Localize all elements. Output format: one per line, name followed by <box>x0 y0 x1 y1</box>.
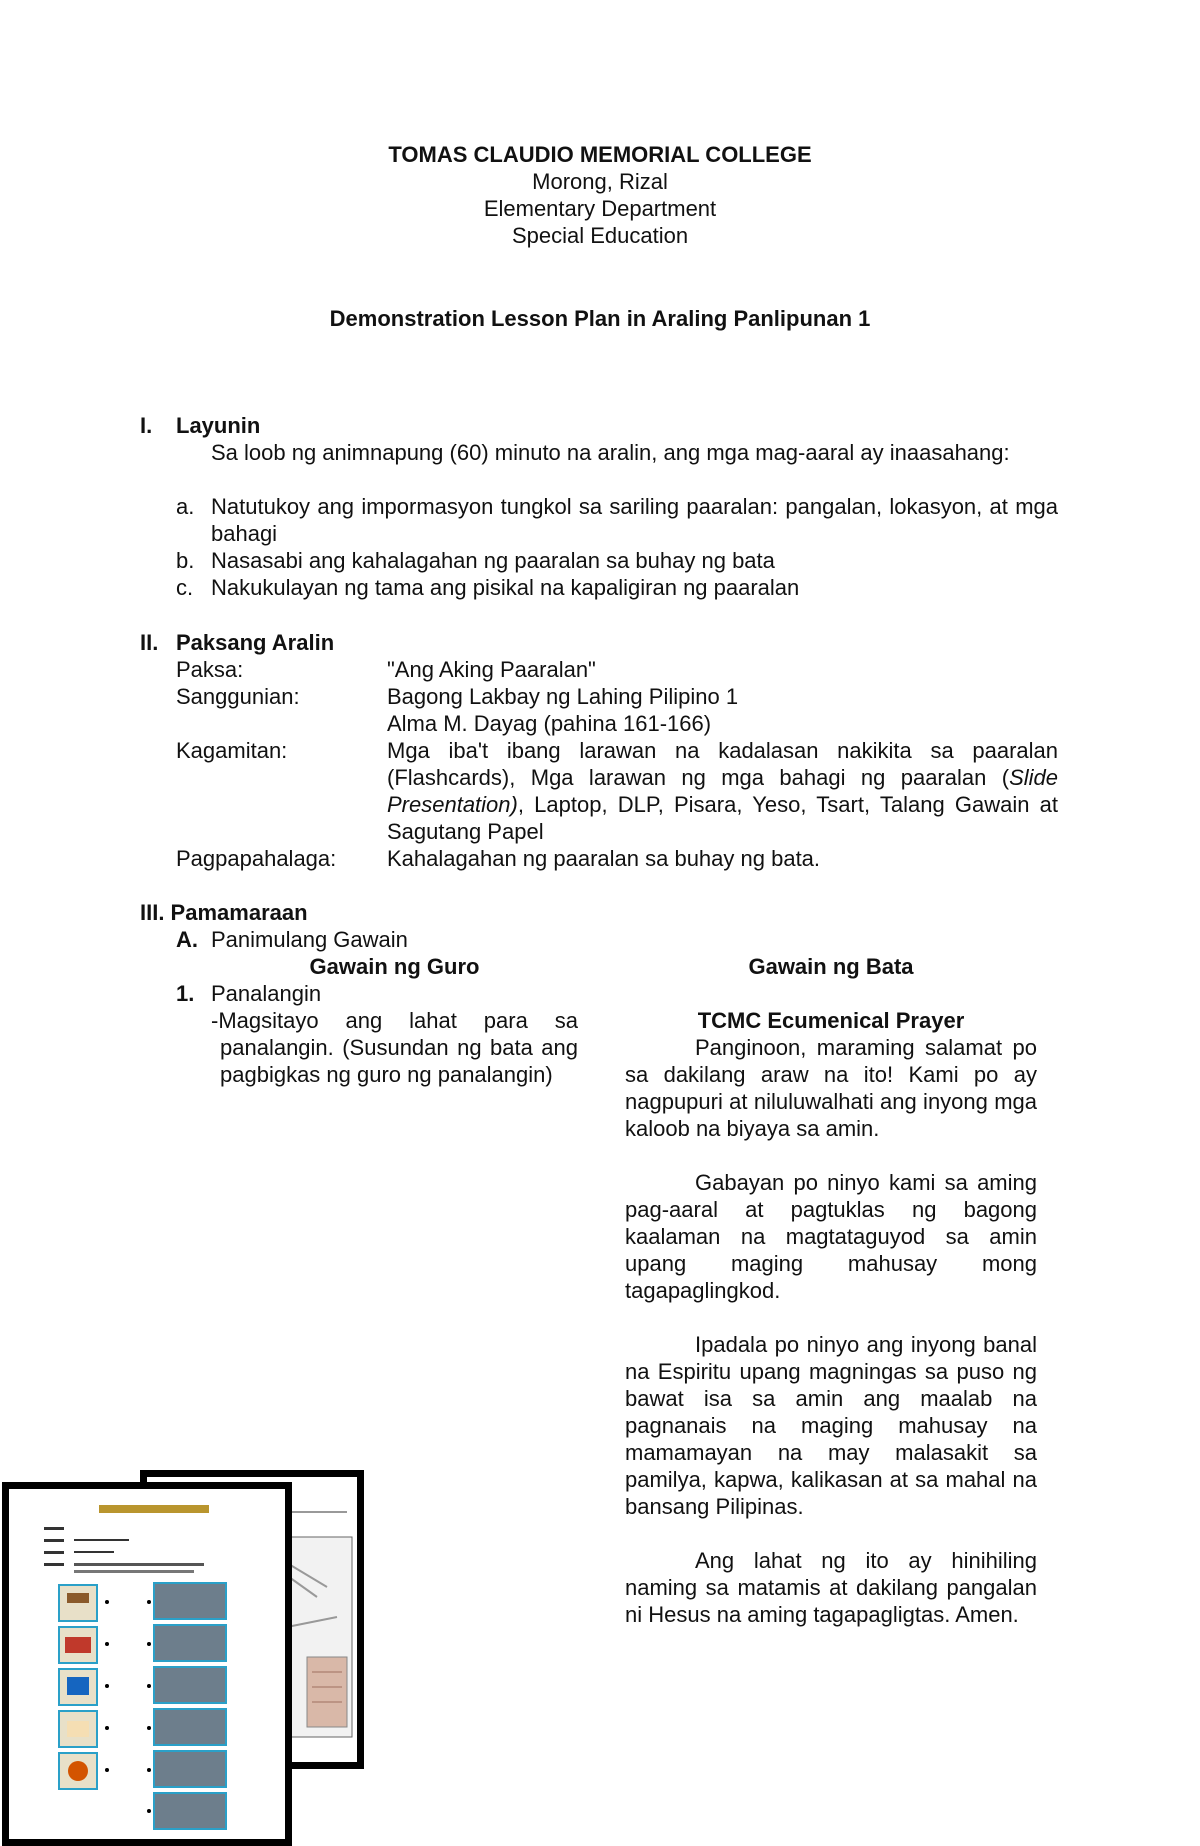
school-name: TOMAS CLAUDIO MEMORIAL COLLEGE <box>388 142 812 167</box>
worksheet-thumbnail-front <box>2 1482 292 1846</box>
section3-heading: III. Pamamaraan <box>140 900 308 925</box>
prayer-paragraph-1: Panginoon, maraming salamat po sa dakilang araw na ito! Kami po ay nagpupuri at niluluwalhati ang inyong mga kaloob na biyaya sa amin. <box>625 1035 1037 1141</box>
kagamitan-value <box>387 737 1058 845</box>
prayer-paragraph-3: Ipadala po ninyo ang inyong banal na Espiritu upang magningas sa puso ng bawat isa sa amin ang maalab na pagnanais na maging mahusay na mamamayan na may malasakit sa pamilya, kapwa, kalikasan at sa mahal na bansang Pilipinas. <box>625 1332 1037 1519</box>
section1-intro: Sa loob ng animnapung (60) minuto na aralin, ang mga mag-aaral ay inaasahang: <box>211 440 1010 465</box>
kagamitan-text-2: , Laptop, DLP, Pisara, Yeso, Tsart, Talang Gawain at Sagutang Papel <box>387 792 1058 844</box>
prayer-paragraph-2: Gabayan po ninyo kami sa aming pag-aaral at pagtuklas ng bagong kaalaman na magtataguyod sa amin upang maging mahusay mong tagapaglingkod. <box>625 1170 1037 1303</box>
paksa-value: "Ang Aking Paaralan" <box>387 657 596 682</box>
pagpapahalaga-label: Pagpapahalaga: <box>176 846 337 871</box>
sanggunian-line1: Bagong Lakbay ng Lahing Pilipino 1 <box>387 684 739 709</box>
paksa-label: Paksa: <box>176 657 244 682</box>
sanggunian-label: Sanggunian: <box>176 684 300 709</box>
subsection-a-heading: Panimulang Gawain <box>211 927 408 952</box>
section1-number: I. <box>140 413 153 438</box>
department: Elementary Department <box>483 196 717 221</box>
prayer-title: TCMC Ecumenical Prayer <box>697 1008 965 1033</box>
step-name: Panalangin <box>211 981 322 1006</box>
objective-c-text: Nakukulayan ng tama ang pisikal na kapaligiran ng paaralan <box>211 575 800 600</box>
section1-heading: Layunin <box>176 413 261 438</box>
column-student-heading: Gawain ng Bata <box>748 954 914 979</box>
kagamitan-label: Kagamitan: <box>176 738 288 763</box>
objective-c-letter: c. <box>176 575 194 600</box>
plan-title: Demonstration Lesson Plan in Araling Panlipunan 1 <box>329 306 871 331</box>
section2-heading: Paksang Aralin <box>176 630 335 655</box>
objective-a-text: Natutukoy ang impormasyon tungkol sa sariling paaralan: pangalan, lokasyon, at mga bahagi <box>211 494 1058 546</box>
kagamitan-text-1: Mga iba't ibang larawan na kadalasan nakikita sa paaralan (Flashcards), Mga larawan ng mga bahagi ng paaralan ( <box>387 738 1058 790</box>
subsection-a-letter: A. <box>176 927 198 952</box>
step-number: 1. <box>176 981 195 1006</box>
kagamitan-italic: Slide Presentation) <box>387 765 1058 817</box>
section2-number: II. <box>140 630 159 655</box>
program: Special Education <box>511 223 689 248</box>
objective-b-text: Nasasabi ang kahalagahan ng paaralan sa buhay ng bata <box>211 548 775 573</box>
teacher-instruction: -Magsitayo ang lahat para sa panalangin. (Susundan ng bata ang pagbigkas ng guro ng panalangin) <box>211 1008 578 1087</box>
prayer-paragraph-4: Ang lahat ng ito ay hinihiling naming sa matamis at dakilang pangalan ni Hesus na aming tagapagligtas. Amen. <box>625 1548 1037 1627</box>
worksheet-front-drawing <box>9 1489 285 1839</box>
objective-b-letter: b. <box>176 548 195 573</box>
sanggunian-line2: Alma M. Dayag (pahina 161-166) <box>387 711 712 736</box>
column-teacher-heading: Gawain ng Guro <box>309 954 480 979</box>
pagpapahalaga-value: Kahalagahan ng paaralan sa buhay ng bata. <box>387 846 821 871</box>
school-location: Morong, Rizal <box>532 169 668 194</box>
objective-a-letter: a. <box>176 494 195 519</box>
